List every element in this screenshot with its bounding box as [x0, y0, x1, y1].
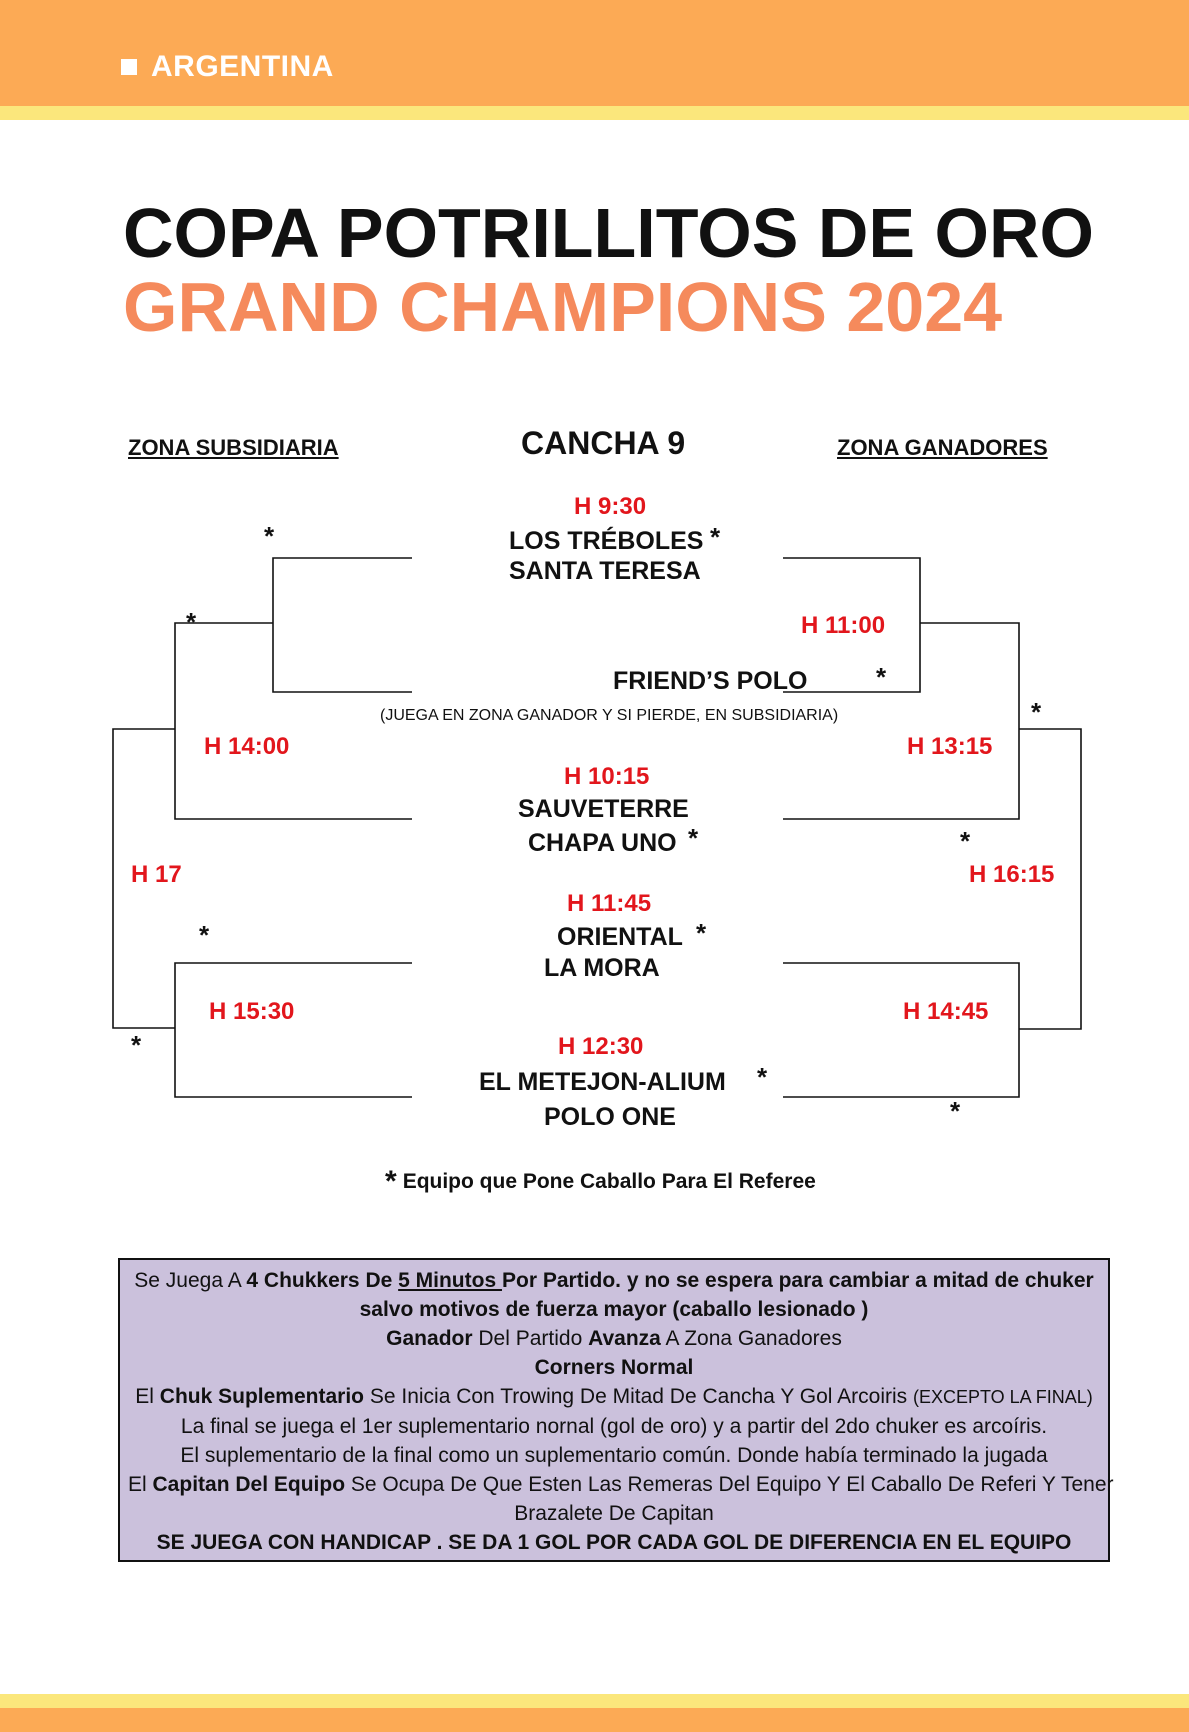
legend [385, 1165, 816, 1199]
rules-text: El [128, 1473, 153, 1496]
rules-text: Se Ocupa De Que Esten Las Remeras Del Equipo Y El Caballo De Referi Y Tener [345, 1473, 1114, 1496]
match-time: H 12:30 [558, 1033, 644, 1060]
footer-band [0, 1708, 1189, 1732]
asterisk-marker: * [186, 607, 197, 637]
rules-text: 5 Minutos [398, 1269, 502, 1292]
rules-text: A Zona Ganadores [660, 1327, 842, 1350]
rules-text: Por Partido. y no se espera para cambiar a mitad de chuker [501, 1269, 1094, 1292]
page-title: COPA POTRILLITOS DE ORO [123, 194, 1094, 272]
team-name: POLO ONE [544, 1103, 676, 1131]
rules-line [128, 1295, 1100, 1324]
rules-text: SE JUEGA CON HANDICAP . SE DA 1 GOL POR CADA GOL DE DIFERENCIA EN EL EQUIPO [156, 1531, 1072, 1554]
bracket-line-left-r4 [175, 963, 412, 1097]
round-time-left: H 17 [131, 861, 182, 888]
round-time-right: H 13:15 [907, 733, 993, 760]
rules-box [118, 1258, 1114, 1562]
rules-line [128, 1528, 1100, 1557]
rules-line: El suplementario de la final como un suplementario común. Donde había terminado la jugada [180, 1444, 1048, 1467]
asterisk-marker: * [950, 1096, 961, 1126]
team-name: EL METEJON-ALIUM [479, 1068, 726, 1096]
rules-text: Avanza [588, 1327, 661, 1350]
match-time: H 9:30 [574, 493, 647, 520]
rules-line [128, 1266, 1100, 1295]
asterisk-marker: * [710, 522, 721, 552]
team-name: CHAPA UNO [528, 829, 677, 857]
legend-text: Equipo que Pone Caballo Para El Referee [402, 1170, 816, 1193]
footer-stripe [0, 1694, 1189, 1708]
rules-line: Brazalete De Capitan [514, 1502, 714, 1525]
asterisk-marker: * [1031, 697, 1042, 727]
rules-line: La final se juega el 1er suplementario nornal (gol de oro) y a partir del 2do chuker es arcoíris. [180, 1415, 1048, 1438]
bracket-line-left-r1 [273, 558, 412, 692]
bracket-line-left-r2 [175, 623, 412, 819]
rules-line [128, 1324, 1100, 1353]
asterisk-marker: * [960, 826, 971, 856]
round-time-left: H 15:30 [209, 998, 295, 1025]
team-note: (JUEGA EN ZONA GANADOR Y SI PIERDE, EN SUBSIDIARIA) [380, 707, 839, 724]
zone-ganadores-label: ZONA GANADORES [837, 435, 1048, 460]
field-label: CANCHA 9 [521, 425, 686, 461]
rules-text: Se Juega A [134, 1269, 247, 1292]
asterisk-marker: * [264, 521, 275, 551]
rules-text: 4 Chukkers De [246, 1269, 399, 1292]
team-name: SANTA TERESA [509, 557, 701, 585]
team-name: ORIENTAL [557, 923, 683, 951]
team-name: SAUVETERRE [518, 795, 689, 823]
zone-subsidiaria-label: ZONA SUBSIDIARIA [128, 435, 339, 460]
rules-line [128, 1353, 1100, 1382]
rules-text: Chuk Suplementario [159, 1385, 364, 1408]
rules-text: Se Inicia Con Trowing De Mitad De Cancha Y Gol Arcoiris [364, 1385, 913, 1408]
asterisk-marker: * [688, 823, 699, 853]
asterisk-marker: * [696, 918, 707, 948]
section-label-text: ARGENTINA [151, 50, 334, 83]
match-time: H 10:15 [564, 763, 650, 790]
team-name: LA MORA [544, 954, 660, 982]
rules-line [128, 1382, 1100, 1412]
rules-line [128, 1470, 1114, 1499]
round-time-right: H 14:45 [903, 998, 989, 1025]
match-time: H 11:45 [567, 890, 652, 917]
bracket-line-right-r4 [783, 963, 1019, 1097]
round-time-left: H 14:00 [204, 733, 290, 760]
rules-text: Capitan Del Equipo [152, 1473, 346, 1496]
asterisk-marker: * [199, 920, 210, 950]
asterisk-marker: * [131, 1030, 142, 1060]
page-subtitle: GRAND CHAMPIONS 2024 [123, 268, 1003, 346]
asterisk-marker: * [876, 662, 887, 692]
rules-text: Del Partido [472, 1327, 589, 1350]
legend-asterisk: * [385, 1165, 397, 1198]
round-time-right: H 11:00 [801, 612, 886, 639]
team-name: FRIEND’S POLO [613, 667, 808, 695]
rules-text: (EXCEPTO LA FINAL) [912, 1387, 1093, 1407]
round-time-right: H 16:15 [969, 861, 1055, 888]
rules-text: Corners Normal [534, 1356, 694, 1379]
rules-text: salvo motivos de fuerza mayor (caballo lesionado ) [359, 1298, 869, 1321]
asterisk-marker: * [757, 1062, 768, 1092]
rules-text: Ganador [386, 1327, 473, 1350]
team-name: LOS TRÉBOLES [509, 527, 704, 555]
rules-text: El [135, 1385, 160, 1408]
